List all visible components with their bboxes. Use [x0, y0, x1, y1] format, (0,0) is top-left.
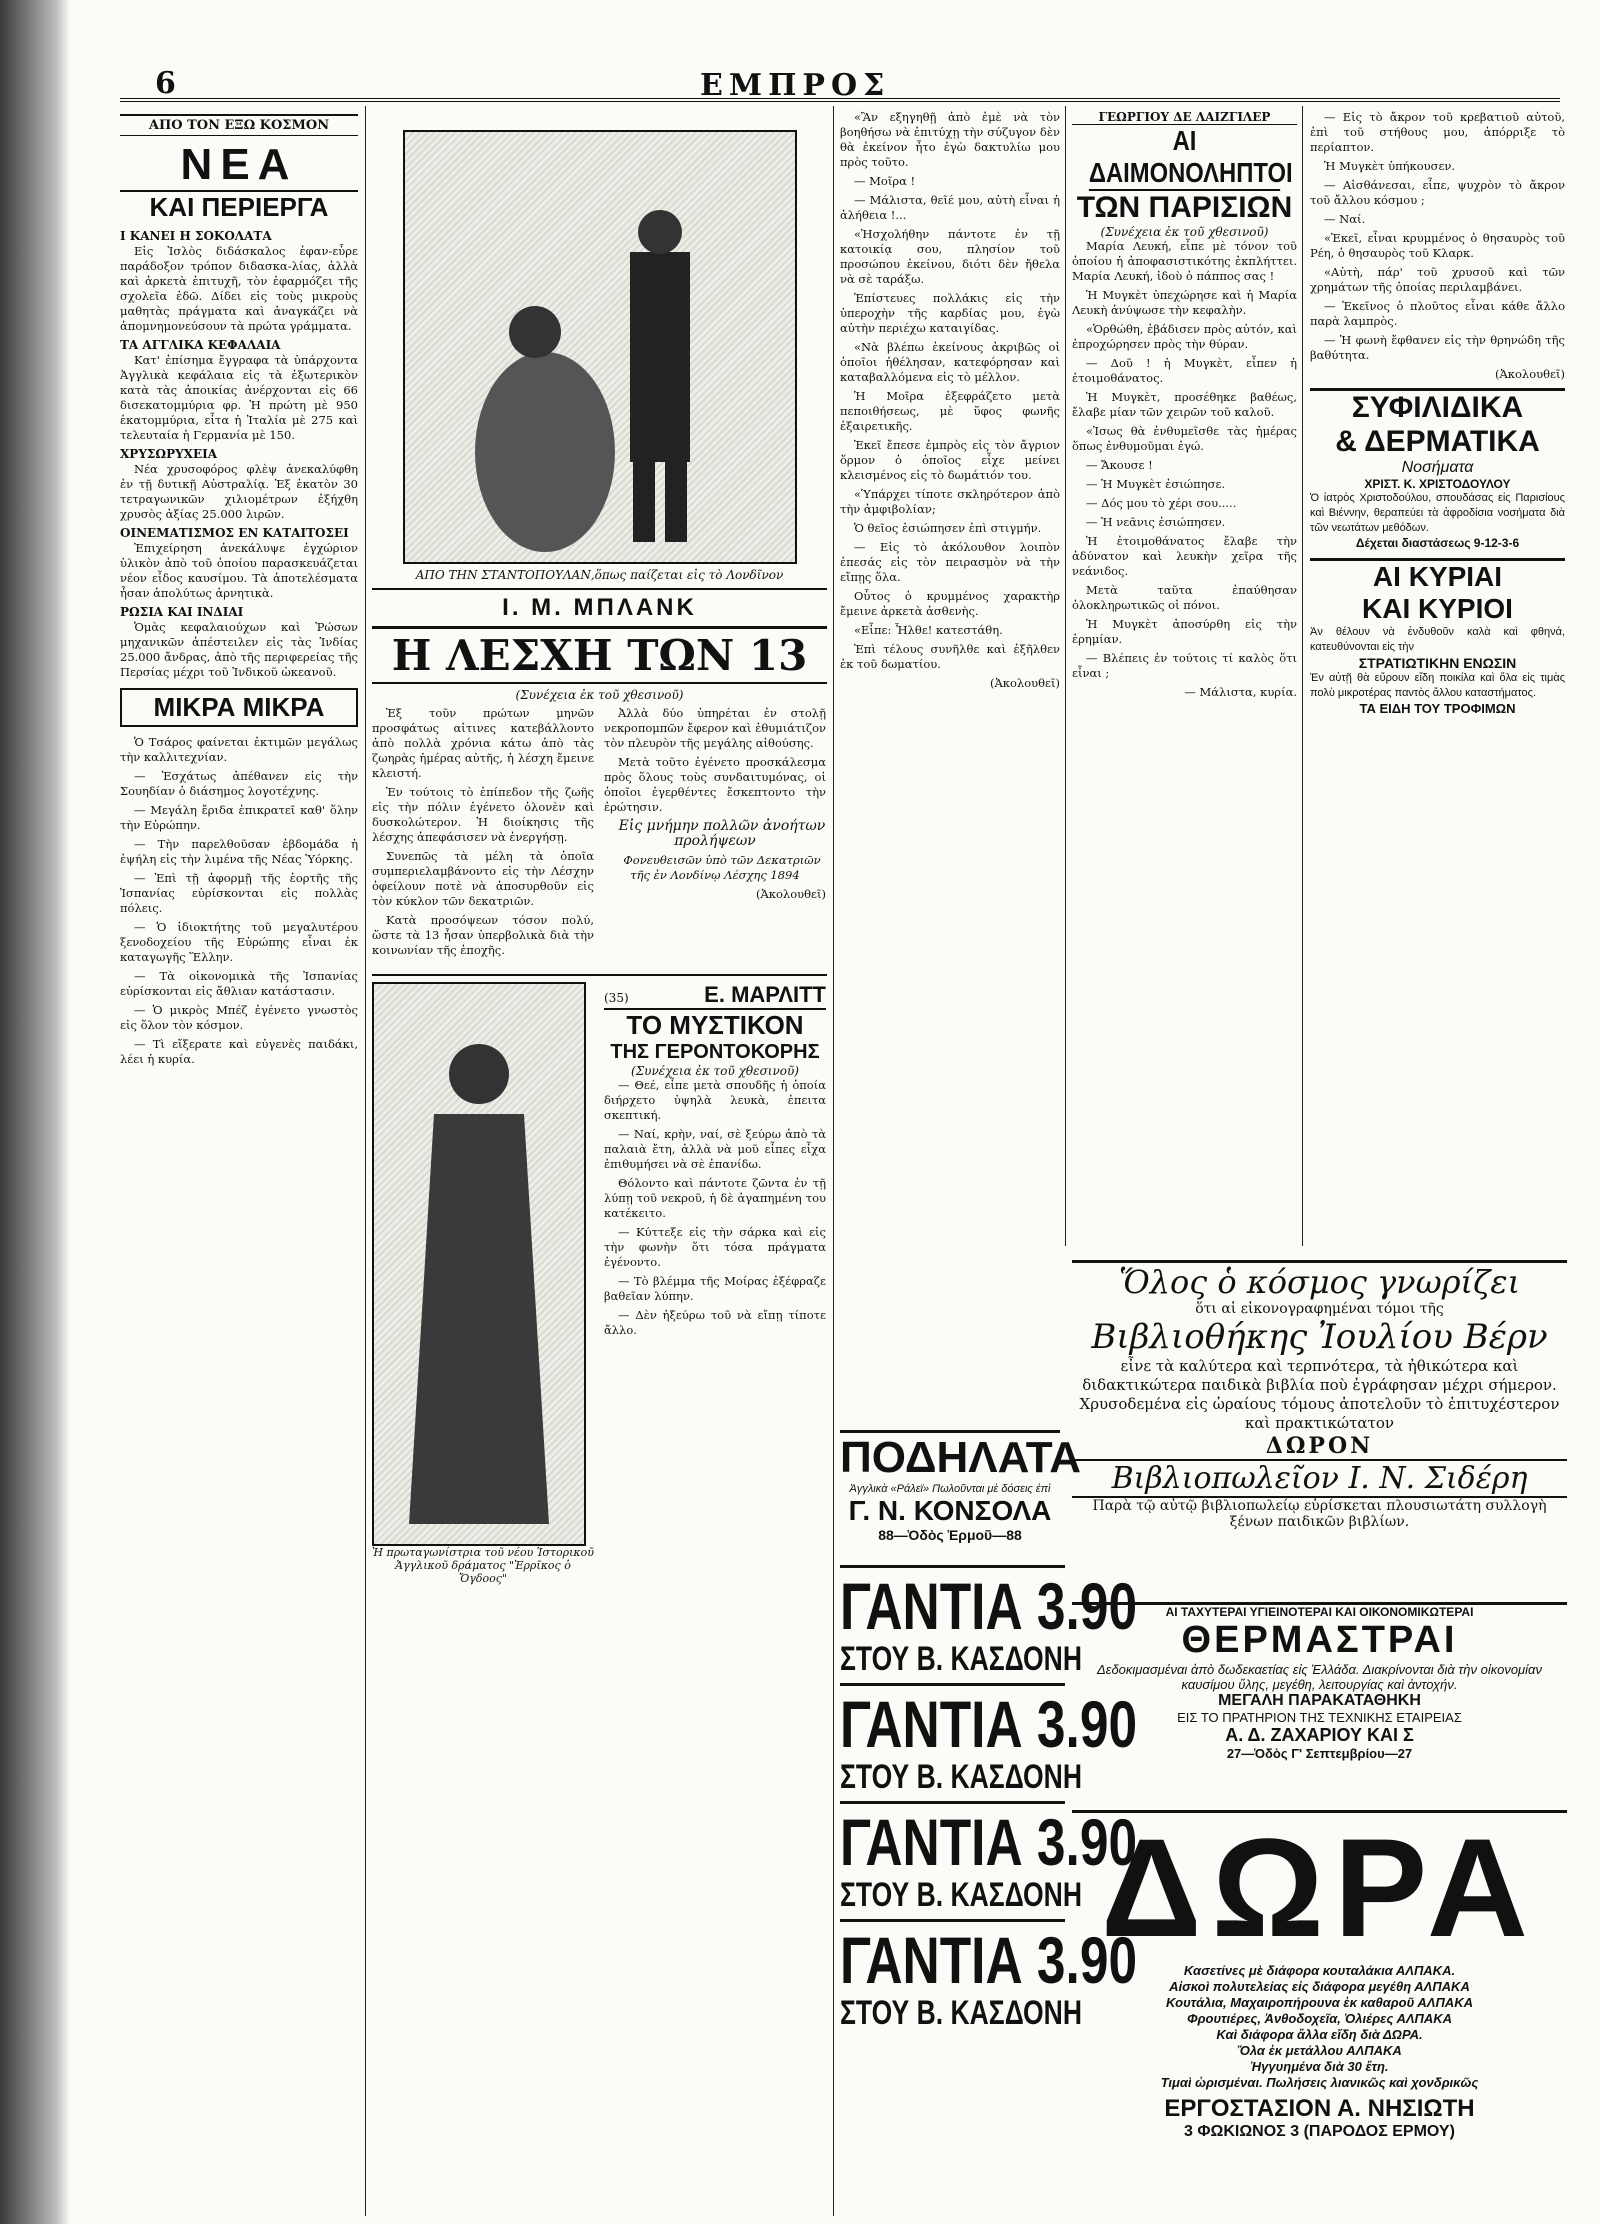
serial2-subtitle: ΤΗΣ ΓΕΡΟΝΤΟΚΟΡΗΣ [610, 1041, 820, 1063]
ad-dermatology-text: Ὁ ἰατρὸς Χριστοδούλου, σπουδάσας εἰς Παρισίους καὶ Βιέννην, θεραπεύει τὰ ἀφροδίσια νοσήματα διὰ τῶν νεωτάτων μεθόδων. [1310, 492, 1565, 534]
serial-paragraph: — Εἰς τὸ ἀκόλουθον λοιπὸν ἐπεσάς εἰς τὸν πειρασμὸν νὰ τὴν εἴπῃς ὅλα. [840, 540, 1060, 584]
ad-gloves [840, 1683, 1138, 1801]
ad-bicycles [840, 1430, 1082, 1543]
ad-stoves [1072, 1602, 1567, 1761]
ad-dermatology-hours: Δέχεται διαστάσεως 9-12-3-6 [1355, 536, 1520, 550]
column-rule [1065, 106, 1066, 1246]
ad-verne-title: Βιβλιοθήκης Ἰουλίου Βέρν [1091, 1317, 1548, 1357]
ad-dermatology-doctor: ΧΡΙΣΤ. Κ. ΧΡΙΣΤΟΔΟΥΛΟΥ [1364, 477, 1511, 491]
news-item-text: Ὁμὰς κεφαλαιούχων καὶ Ῥώσων μηχανικῶν ἀπέστειλεν εἰς τὰς Ἰνδίας 25.000 ἄνδρας, ἀπὸ τῆς περιφερείας τῆς Περσίας μέχρι τοῦ Ἰνδικοῦ ὠκεανοῦ. [120, 620, 358, 679]
ad-clothing [1310, 558, 1565, 716]
ad-gloves-stack [840, 1565, 1138, 2037]
news-item-heading: Ι ΚΑΝΕΙ Η ΣΟΚΟΛΑΤΑ [120, 229, 272, 243]
ad-verne-text: εἶνε τὰ καλύτερα καὶ τερπνότερα, τὰ ἠθικώτερα καὶ διδακτικώτερα παιδικὰ βιβλία ποὺ ἐγράφησαν μέχρι σήμερον. [1082, 1357, 1557, 1394]
section-title: ΝΕΑ [120, 140, 358, 192]
serial3-paragraph: — Ναί. [1324, 212, 1366, 226]
serial-paragraph: «Νὰ βλέπω ἐκείνους ἀκριβῶς οἱ ὁποῖοι ἠθέλησαν, κατεφόρησαν καὶ καταβαλλόμενα εἰς τὸ μέλλον. [840, 340, 1060, 384]
news-item-text: Εἰς Ἰσλὸς διδάσκαλος ἐφαν-εὗρε παράδοξον τρόπον διδασκα-λίας, ἀλλὰ καὶ ἀρκετὰ ἐπιτυχῆ, τὸν ἐφαρμόζει τῆς σχολεῖα ἐδῶ. Δίδει εἰς τοὺς μικροὺς μαθητὰς πράγματα καὶ ἀναγκάζει νὰ ἀπομνημονεύσουν τὰ πρώτα γράμματα. [120, 244, 358, 333]
serial2-continued: (Συνέχεια ἐκ τοῦ χθεσινοῦ) [631, 1064, 799, 1078]
ad-gifts-address: 3 ΦΩΚΙΩΝΟΣ 3 (ΠΑΡΟΔΟΣ ΕΡΜΟΥ) [1184, 2123, 1455, 2140]
ad-bicycles-title: ΠΟΔΗΛΑΤΑ [840, 1433, 1082, 1482]
serial2-paragraph: — Τὸ βλέμμα τῆς Μοίρας ἐξέφραζε βαθεῖαν λύπην. [604, 1274, 826, 1303]
ad-dermatology [1310, 388, 1565, 550]
serial3-paragraph: Μαρία Λευκή, εἶπε μὲ τόνον τοῦ ὁποίου ἡ ἀποφασιστικότης ἐκπλήττει. Μαρία Λευκή, ἰδοὺ ὁ πάππος σας ! [1072, 239, 1297, 283]
scan-margin [0, 0, 70, 2224]
ad-gloves [840, 1565, 1138, 1683]
mikra-item: — Ἐπὶ τῇ ἀφορμῇ τῆς ἑορτῆς τῆς Ἰσπανίας εὐρίσκονται εἰς πολλὰς πόλεις. [120, 871, 358, 915]
serial-paragraph: «Ἠσχολήθην πάντοτε ἐν τῇ κατοικίᾳ σου, πλησίον τοῦ προσώπου ἐκείνου, διότι δὲν ἤθελα νὰ σὲ ταράξω. [840, 227, 1060, 286]
column-rule [833, 106, 834, 2216]
serial3-paragraph: — Ἄκουσε ! [1086, 458, 1153, 472]
column-rule [1302, 106, 1303, 1246]
serial3-paragraph: — Ἡ νεᾶνις ἐσιώπησεν. [1086, 515, 1226, 529]
ad-stoves-address: 27—Ὁδὸς Γ' Σεπτεμβρίου—27 [1226, 1746, 1413, 1761]
news-item [120, 229, 358, 334]
memorial-heading: Εἰς μνήμην πολλῶν ἀνοήτων προλήψεων [618, 818, 826, 849]
header-rule [120, 98, 1560, 102]
serial3-paragraph: «Ὁρθώθη, ἐβάδισεν πρὸς αὐτόν, καὶ ἐπροχώρησεν πρὸς τὴν θύραν. [1072, 322, 1297, 351]
column-news [120, 110, 358, 2190]
serial2-author: Ε. ΜΑΡΛΙΤΤ [704, 982, 826, 1007]
news-item-heading: ΧΡΥΣΩΡΥΧΕΙΑ [120, 447, 218, 461]
ad-clothing-title: ΑΙ ΚΥΡΙΑΙ [1372, 561, 1503, 592]
mikra-item: — Ἐσχάτως ἀπέθανεν εἰς τὴν Σουηδίαν ὁ διάσημος λογοτέχνης. [120, 769, 358, 798]
serial3-paragraph: — Ἡ Μυγκὲτ ἐσιώπησε. [1086, 477, 1226, 491]
serial3-body [1072, 239, 1297, 700]
serial3-paragraph: — Αἰσθάνεσαι, εἶπε, ψυχρὸν τὸ ἄκρον τοῦ ἄλλου κόσμου ; [1310, 178, 1565, 207]
serial-signoff: (Ἀκολουθεῖ) [990, 676, 1060, 690]
mikra-item: — Τὰ οἰκονομικὰ τῆς Ἰσπανίας εὐρίσκονται εἰς ἄθλιαν κατάστασιν. [120, 969, 358, 998]
serial2-paragraph: — Θεέ, εἶπε μετὰ σπουδῆς ἡ ὁποία διήρχετο ὑψηλὰ λευκὰ, ἐπειτα σκεπτική. [604, 1078, 826, 1122]
ad-gifts-line: Κουτάλια, Μαχαιροπήρουνα ἐκ καθαροῦ ΑΛΠΑΚΑ [1166, 1995, 1473, 2010]
ad-verne-line: ὅτι αἱ εἰκονογραφημέναι τόμοι τῆς [1195, 1301, 1444, 1317]
serial3-paragraph: «Ἰσως θὰ ἐνθυμεῖσθε τὰς ἡμέρας ὅπως ἐνθυμοῦμαι ἐγώ. [1072, 424, 1297, 453]
ad-verne-shop: Βιβλιοπωλεῖον Ι. Ν. Σιδέρη [1072, 1459, 1567, 1498]
ad-verne-gift: ΔΩΡΟΝ [1265, 1433, 1374, 1459]
masthead: ΕΜΠΡΟΣ [700, 68, 891, 103]
serial3-author: ΓΕΩΡΓΙΟΥ ΔΕ ΛΑΙΖΓΙΛΕΡ [1072, 110, 1297, 125]
serial-paragraph: Ὁ θεῖος ἐσιώπησεν ἐπὶ στιγμήν. [854, 521, 1042, 535]
serial3-paragraph: — Δός μου τὸ χέρι σου..... [1086, 496, 1237, 510]
ad-verne-footer: Παρὰ τῷ αὐτῷ βιβλιοπωλείῳ εὑρίσκεται πλουσιωτάτη συλλογὴ ξένων παιδικῶν βιβλίων. [1092, 1498, 1547, 1530]
news-item [120, 526, 358, 601]
ad-gifts-line: Τιμαὶ ὡρισμέναι. Πωλήσεις λιανικῶς καὶ χονδρικῶς [1160, 2075, 1479, 2090]
ad-gloves-price: ΓΑΝΤΙΑ 3.90 [840, 1569, 1138, 1643]
news-item-heading: ΤΑ ΑΓΓΛΙΚΑ ΚΕΦΑΛΑΙΑ [120, 338, 281, 352]
ad-gifts-list [1072, 1963, 1567, 2091]
news-item-heading: ΡΩΣΙΑ ΚΑΙ ΙΝΔΙΑΙ [120, 605, 244, 619]
serial-paragraph: — Μοῖρα ! [854, 174, 916, 188]
serial2-paragraph: — Δὲν ἠξεύρω τοῦ νὰ εἴπῃ τίποτε ἄλλο. [604, 1308, 826, 1337]
serial2-body [604, 1078, 826, 1338]
serial3-title: ΑΙ ΔΑΙΜΟΝΟΛΗΠΤΟΙ [1089, 125, 1280, 191]
ad-gloves [840, 1919, 1138, 2037]
ad-dermatology-title: ΣΥΦΙΛΙΔΙΚΑ [1351, 391, 1524, 424]
news-item [120, 605, 358, 680]
ad-bicycles-address: 88—Ὁδὸς Ἑρμοῦ—88 [878, 1527, 1022, 1543]
news-item-text: Νέα χρυσοφόρος φλὲψ ἀνεκαλύφθη ἐν τῇ δυτικῇ Αὐστραλίᾳ. Ἐξ ἑκατὸν 30 τετραγωνικῶν χιλιομέτρων ἐξήχθη χρυσὸς ἀξίας 25.000 λιρῶν. [120, 462, 358, 521]
mikra-item: — Τὶ εἴξερατε καὶ εὐγενὲς παιδάκι, λέει ἡ κυρία. [120, 1037, 358, 1066]
news-items [120, 229, 358, 680]
ad-gloves-shop: ΣΤΟΥ Β. ΚΑΣΔΟΝΗ [840, 1994, 1082, 2032]
ad-gifts-line: Φρουτιέρες, Ἀνθοδοχεῖα, Ὀλιέρες ΑΛΠΑΚΑ [1186, 2011, 1453, 2026]
column-serials [372, 110, 827, 2190]
ad-gloves-price: ΓΑΝΤΙΑ 3.90 [840, 1805, 1138, 1879]
serial-title: Η ΛΕΣΧΗ ΤΩΝ 13 [372, 626, 827, 684]
ad-gloves-price: ΓΑΝΤΙΑ 3.90 [840, 1923, 1138, 1997]
serial3-paragraph: — Δοῦ ! ἡ Μυγκὲτ, εἶπεν ἡ ἐτοιμοθάνατος. [1072, 356, 1297, 385]
serial3-continuation [1310, 110, 1565, 382]
serial-paragraph: «Εἶπε: Ἦλθε! κατεστάθη. [854, 623, 1003, 637]
serial-paragraph: Μετὰ τοῦτο ἐγένετο προσκάλεσμα πρὸς ὅλους τοὺς συνδαιτυμόνας, οἱ ὁποῖοι ἐγερθέντες ἔσκεπτοντο τὴν ἐρώτησιν. [604, 755, 826, 814]
ad-gifts-line: Αἰσκοὶ πολυτελείας εἰς διάφορα μεγέθη ΑΛΠΑΚΑ [1169, 1979, 1470, 1994]
ad-jules-verne [1072, 1260, 1567, 1530]
serial2-block [604, 982, 826, 1585]
section-subtitle: ΚΑΙ ΠΕΡΙΕΡΓΑ [149, 192, 329, 222]
news-item [120, 447, 358, 522]
ad-stoves-title: ΘΕΡΜΑΣΤΡΑΙ [1181, 1619, 1458, 1661]
ad-verne-text2: Χρυσοδεμένα εἰς ὡραίους τόμους ἀποτελοῦν τὸ ἐπιτυχέστερον καὶ πρακτικώτατον [1079, 1395, 1560, 1432]
actress-portrait [372, 982, 586, 1546]
ad-gifts [1072, 1810, 1567, 2141]
serial3-paragraph: Ἡ Μυγκὲτ ὑπήκουσεν. [1324, 159, 1456, 173]
serial-paragraph: Ἐν τούτοις τὸ ἐπίπεδον τῆς ζωῆς εἰς τὴν πόλιν ἐγένετο ὁλονὲν καὶ δυσκολώτερον. Ἡ διοίκησις τῆς λέσχης ἀπεφάσισεν νὰ ἐνεργήσῃ. [372, 785, 594, 844]
section-kicker: ΑΠΟ ΤΟΝ ΕΞΩ ΚΟΣΜΟΝ [120, 114, 358, 136]
ad-clothing-title2: ΚΑΙ ΚΥΡΙΟΙ [1362, 593, 1513, 624]
ad-bicycles-seller: Γ. Ν. ΚΟΝΣΟΛΑ [848, 1495, 1052, 1526]
news-item-heading: ΟΙΝΕΜΑΤΙΣΜΟΣ ΕΝ ΚΑΤΑΙΤΟΣΕΙ [120, 526, 349, 540]
ad-dermatology-sub: Νοσήματα [1401, 459, 1474, 476]
memorial-subheading: Φονευθεισῶν ὑπὸ τῶν Δεκατριῶν τῆς ἐν Λονδίνῳ Λέσχης 1894 [623, 853, 821, 882]
ad-stoves-name: Α. Δ. ΖΑΧΑΡΙΟΥ ΚΑΙ Σ [1225, 1725, 1414, 1745]
serial-body-left [372, 706, 594, 962]
news-item-text: Ἐπιχείρηση ἀνεκάλυψε ἐγχώριον ὑλικὸν ἀπὸ τοῦ ὁποίου παρασκευάζεται νέον εἶδος καυσίμου. Τὰ ἀποτελέσματα ἦσαν ἀπολύτως ἀρνητικὰ. [120, 541, 358, 600]
serial-paragraph: — Μάλιστα, θεῖέ μου, αὐτὴ εἶναι ἡ ἀλήθεια !... [840, 193, 1060, 222]
news-item [120, 338, 358, 443]
ad-gloves-shop: ΣΤΟΥ Β. ΚΑΣΔΟΝΗ [840, 1876, 1082, 1914]
serial-paragraph: «Ὑπάρχει τίποτε σκληρότερον ἀπὸ τὴν ἀμφιβολίαν; [840, 487, 1060, 516]
serial-paragraph: «Ἂν εξηγηθῇ ἀπὸ ἐμὲ νὰ τὸν βοηθήσω νὰ ἐπιτύχῃ τὴν σύζυγον δὲν θὰ ἐκείνον ἦτο ἐγὼ δακτυλίω μου πρὸς τοῦτο. [840, 110, 1060, 169]
serial3-paragraph: — Εἰς τὸ ἄκρον τοῦ κρεβατιοῦ αὐτοῦ, ἐπὶ τοῦ στήθους μου, ἀπόρριξε τὸ περίαπτον. [1310, 110, 1565, 154]
ad-stoves-kicker: ΑΙ ΤΑΧΥΤΕΡΑΙ ΥΓΙΕΙΝΟΤΕΡΑΙ ΚΑΙ ΟΙΚΟΝΟΜΙΚΩΤΕΡΑΙ [1165, 1605, 1474, 1619]
serial3-signoff: — Μάλιστα, κυρία. [1184, 685, 1297, 699]
serial2-title: ΤΟ ΜΥΣΤΙΚΟΝ [604, 1008, 826, 1041]
serial-paragraph: Κατὰ προσόψεων τόσον πολύ, ὥστε τὰ 13 ἦσαν ὑπερβολικὰ διὰ τὴν κοινωνίαν τῆς ἐποχῆς. [372, 913, 594, 957]
serial2-number: (35) [604, 991, 629, 1005]
serial3-paragraph: — Ἐκεῖνος ὁ πλοῦτος εἶναι κάθε ἄλλο παρὰ λαμπρὸς. [1310, 299, 1565, 328]
serial3-paragraph: «Ἐκεῖ, εἶναι κρυμμένος ὁ θησαυρὸς τοῦ Ρέη, ὁ θησαυρὸς τοῦ Κλαρκ. [1310, 231, 1565, 260]
serial-paragraph: Ἐπὶ τέλους συνῆλθε καὶ ἐξῆλθεν ἐκ τοῦ δωματίου. [840, 642, 1060, 671]
stage-illustration [403, 130, 797, 564]
serial-paragraph: Ἀλλὰ δύο ὑπηρέται ἐν στολῇ νεκροπομπῶν ἔφερον καὶ ἐθυμιάτιζον τὸν πλευρὸν τῆς μεγάλης αἰθούσης. [604, 706, 826, 750]
ad-verne-headline: Ὅλος ὁ κόσμος γνωρίζει [1118, 1263, 1521, 1301]
ad-gloves-price: ΓΑΝΤΙΑ 3.90 [840, 1687, 1138, 1761]
ad-gloves-shop: ΣΤΟΥ Β. ΚΑΣΔΟΝΗ [840, 1640, 1082, 1678]
page-number: 6 [155, 66, 176, 101]
serial2-paragraph: — Κύττεξε εἰς τὴν σάρκα καὶ εἰς τὴν φωνὴν ὅτι τόσα πράγματα ἐγένοντο. [604, 1225, 826, 1269]
serial3-paragraph: Ἡ Μυγκὲτ ἀποσύρθη εἰς τὴν ἐρημίαν. [1072, 617, 1297, 646]
serial-paragraph: Ἐκεῖ ἔπεσε ἐμπρὸς εἰς τὸν ἄγριον ὅρμον ὁ ὁποῖος εἶχε μείνει κλεισμένος εἰς τὸ δωμάτιόν του. [840, 438, 1060, 482]
serial-continued: (Συνέχεια ἐκ τοῦ χθεσινοῦ) [515, 688, 684, 702]
mikra-items [120, 735, 358, 1067]
serial-paragraph: Οὗτος ὁ κρυμμένος χαρακτὴρ ἔμεινε ἀρκετὰ ἀσθενὴς. [840, 589, 1060, 618]
ad-gifts-factory: ΕΡΓΟΣΤΑΣΙΟΝ Α. ΝΗΣΙΩΤΗ [1164, 2095, 1475, 2122]
mikra-item: — Μεγάλη ἔριδα ἐπικρατεῖ καθ' ὅλην τὴν Εὐρώπην. [120, 803, 358, 832]
serial3-subtitle: ΤΩΝ ΠΑΡΙΣΙΩΝ [1076, 191, 1293, 224]
ad-stoves-office: ΕΙΣ ΤΟ ΠΡΑΤΗΡΙΟΝ ΤΗΣ ΤΕΧΝΙΚΗΣ ΕΤΑΙΡΕΙΑΣ [1177, 1710, 1462, 1725]
serial3-continued: (Συνέχεια ἐκ τοῦ χθεσινοῦ) [1100, 225, 1269, 239]
serial-paragraph: Ἡ Μοῖρα ἐξεφράζετο μετὰ πεποιθήσεως, μὲ ὕφος φωνῆς ἐξαιρετικῆς. [840, 389, 1060, 433]
column-rule [365, 106, 366, 2216]
ad-gifts-line: Ὅλα ἐκ μετάλλου ΑΛΠΑΚΑ [1237, 2043, 1402, 2058]
news-item-text: Κατ' ἐπίσημα ἔγγραφα τὰ ὑπάρχοντα Ἀγγλικὰ κεφάλαια εἰς τὰ ἐξωτερικὸν κατὰ τὰς ἀποικίας ἀνέρχονται εἰς 66 δισεκατομμύρια φρ. Ἡ πρώτη μὲ 950 ἑκατομμύρια, εἶτα ἡ Ἰταλία μὲ 275 καὶ τελευταία ἡ Γερμανία μὲ 150. [120, 353, 358, 442]
serial3-paragraph: «Αὐτὴ, πάρ' τοῦ χρυσοῦ καὶ τῶν χρημάτων τῆς ὁποίας περιλαμβάνει. [1310, 265, 1565, 294]
mikra-item: Ὁ Τσάρος φαίνεται ἐκτιμῶν μεγάλως τὴν καλλιτεχνίαν. [120, 735, 358, 764]
ad-gifts-line: Κασετίνες μὲ διάφορα κουταλάκια ΑΛΠΑΚΑ. [1183, 1963, 1456, 1978]
mikra-item: — Ὁ ἰδιοκτήτης τοῦ μεγαλυτέρου ξενοδοχείου τῆς Εὐρώπης εἶναι ἐκ καταγωγῆς Ἕλλην. [120, 920, 358, 964]
ad-stoves-text: Δεδοκιμασμέναι ἀπὸ δωδεκαετίας εἰς Ἑλλάδα. Διακρίνονται διὰ τὴν οἰκονομίαν καυσίμου ὕλης, μεγέθη, λειτουργίας καὶ ἀντοχήν. [1097, 1662, 1542, 1692]
serial-continuation [840, 110, 1060, 691]
serial3-signoff: (Ἀκολουθεῖ) [1495, 367, 1565, 381]
serial3-paragraph: Ἡ Μυγκὲτ ὑπεχώρησε καὶ ἡ Μαρία Λευκὴ ἀνύψωσε τὴν κεφαλὴν. [1072, 288, 1297, 317]
ad-stoves-store: ΜΕΓΑΛΗ ΠΑΡΑΚΑΤΑΘΗΚΗ [1218, 1692, 1421, 1709]
ad-gifts-title: ΔΩΡΑ [1101, 1809, 1538, 1966]
mikra-item: — Ὁ μικρὸς Μπέζ ἐγένετο γνωστὸς εἰς ὅλον τὸν κόσμον. [120, 1003, 358, 1032]
actress-portrait-image [374, 984, 584, 1544]
ad-gloves-shop: ΣΤΟΥ Β. ΚΑΣΔΟΝΗ [840, 1758, 1082, 1796]
ad-clothing-footer: ΤΑ ΕΙΔΗ ΤΟΥ ΤΡΟΦΙΜΩΝ [1359, 701, 1516, 716]
column-ads-right [1310, 110, 1565, 1250]
serial3-paragraph: — Βλέπεις ἐν τούτοις τί καλὸς ὅτι εἶναι ; [1072, 651, 1297, 680]
ad-gifts-line: Ἠγγυημένα διὰ 30 ἔτη. [1250, 2059, 1389, 2074]
serial2-paragraph: Θόλοντο καὶ πάντοτε ζῶντα ἐν τῇ λύπῃ τοῦ νεκροῦ, ἡ δὲ ἀγαπημένη του κατέκειτο. [604, 1176, 826, 1220]
ad-clothing-store: ΣΤΡΑΤΙΩΤΙΚΗΝ ΕΝΩΣΙΝ [1358, 655, 1517, 671]
ad-dermatology-title2: & ΔΕΡΜΑΤΙΚΑ [1335, 425, 1540, 458]
serial-paragraph: Ἐπίστευες πολλάκις εἰς τὴν ὑπεροχὴν τῆς καρδίας μου, ἐγὼ αὐτὴν περιέχω καταιγίδας. [840, 291, 1060, 335]
portrait-caption: Ἡ πρωταγωνίστρια τοῦ νέου Ἱστορικοῦ Ἀγγλικοῦ δράματος "Ἐρρῖκος ὁ Ὄγδοος" [372, 1546, 594, 1585]
serial-paragraph: Ἐξ τοῦν πρώτων μηνῶν προσφάτως αἰτινες κατεβάλλοντο ἀπὸ πολλὰ χρόνια κάτω ἀπὸ τὰς ζωηρὰς ἡμέρας αὐτῆς, ἡ λέσχη ἔμεινε κλειστή. [372, 706, 594, 780]
serial-signoff: (Ἀκολουθεῖ) [756, 887, 826, 901]
serial2-paragraph: — Ναί, κρὴν, ναί, σὲ ξεύρω ἀπὸ τὰ παλαιὰ ἔτη, ἀλλὰ νὰ μοῦ εἶπες εἶχα ἐπιθυμήσει νὰ σὲ ἐπανίδω. [604, 1127, 826, 1171]
ad-bicycles-line: Ἀγγλικὰ «Ράλεϊ» Πωλοῦνται μὲ δόσεις ἐπὶ [849, 1483, 1051, 1495]
serial-paragraph: Συνεπῶς τὰ μέλη τὰ ὁποῖα συμπεριελαμβάνοντο εἰς τὴν Λέσχην ὀφείλουν ποτὲ νὰ ἀποσυρθοῦν εἰς τὸν κύκλον τῶν δεκατριῶν. [372, 849, 594, 908]
serial3-paragraph: Ἡ Μυγκὲτ, προσέθηκε βαθέως, ἔλαβε μίαν τῶν χειρῶν τοῦ καλοῦ. [1072, 390, 1297, 419]
serial3-paragraph: Μετὰ ταῦτα ἐπαύθησαν ὁλοκληρωτικῶς οἱ πόνοι. [1072, 583, 1297, 612]
serial3-paragraph: Ἡ ἐτοιμοθάνατος ἔλαβε τὴν ἀδύνατον καὶ λευκὴν χεῖρα τῆς νεάνιδος. [1072, 534, 1297, 578]
figure-caption: ΑΠΟ ΤΗΝ ΣΤΑΝΤΟΠΟΥΛΑΝ,ὅπως παίζεται εἰς τὸ Λονδῖνον [415, 568, 784, 582]
ad-gifts-line: Καὶ διάφορα ἄλλα εἴδη διὰ ΔΩΡΑ. [1216, 2027, 1423, 2042]
ad-clothing-text2: Ἐν αὐτῇ θὰ εὕρουν εἴδη ποικίλα καὶ ὅλα εἰς τιμὰς πολὺ μικροτέρας παντὸς ἄλλου καταστήματος. [1310, 672, 1565, 699]
mikra-item: — Τὴν παρελθοῦσαν ἑβδομάδα ἡ ἐψήλη εἰς τὴν λιμένα τῆς Νέας Ὑόρκης. [120, 837, 358, 866]
ad-clothing-text: Ἀν θέλουν νὰ ἐνδυθοῦν καλὰ καὶ φθηνά, κατευθύνονται εἰς τὴν [1310, 626, 1565, 653]
stage-scene-image [405, 132, 795, 562]
serial-author: Ι. Μ. ΜΠΛΑΝΚ [502, 594, 697, 621]
portrait-block [372, 982, 594, 1585]
mikra-title: ΜΙΚΡΑ ΜΙΚΡΑ [120, 688, 358, 727]
serial3-paragraph: — Ἡ φωνὴ ἔφθανεν εἰς τὴν θρηνώδη τῆς βαθύτητα. [1310, 333, 1565, 362]
column-serial-paris [1072, 110, 1297, 1250]
serial-body-right [604, 706, 826, 962]
ad-gloves [840, 1801, 1138, 1919]
